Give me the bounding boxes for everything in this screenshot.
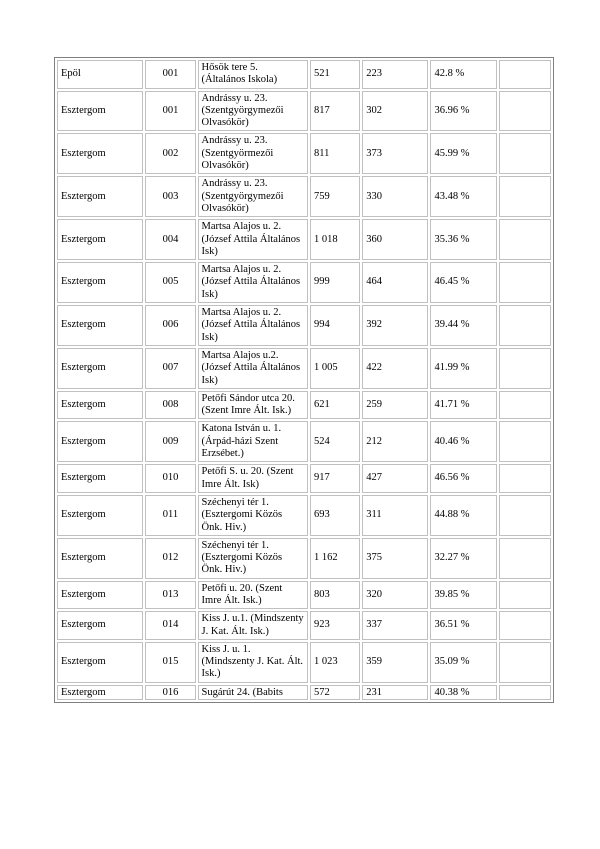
city-cell: Esztergom: [57, 611, 143, 640]
table-row: [57, 176, 551, 217]
results-table: [54, 57, 554, 703]
empty-cell: [499, 176, 551, 217]
percent-cell: 32.27 %: [430, 538, 496, 579]
percent-cell: 46.56 %: [430, 464, 496, 493]
voters-cell: 521: [310, 60, 360, 89]
district-number-cell: 009: [145, 421, 195, 462]
votes-cell: 337: [362, 611, 428, 640]
city-cell: Esztergom: [57, 581, 143, 610]
address-cell: Martsa Alajos u. 2. (József Attila Általános Isk): [198, 262, 308, 303]
table-row: [57, 685, 551, 700]
city-cell: Esztergom: [57, 262, 143, 303]
percent-cell: 44.88 %: [430, 495, 496, 536]
table-row: [57, 421, 551, 462]
city-cell: Esztergom: [57, 176, 143, 217]
percent-cell: 41.99 %: [430, 348, 496, 389]
district-number-cell: 010: [145, 464, 195, 493]
table-row: [57, 611, 551, 640]
empty-cell: [499, 611, 551, 640]
votes-cell: 231: [362, 685, 428, 700]
address-cell: Martsa Alajos u. 2. (József Attila Általános Isk): [198, 219, 308, 260]
voters-cell: 693: [310, 495, 360, 536]
district-number-cell: 004: [145, 219, 195, 260]
city-cell: Esztergom: [57, 538, 143, 579]
percent-cell: 36.51 %: [430, 611, 496, 640]
empty-cell: [499, 495, 551, 536]
city-cell: Epöl: [57, 60, 143, 89]
district-number-cell: 003: [145, 176, 195, 217]
address-cell: Petőfi u. 20. (Szent Imre Ált. Isk.): [198, 581, 308, 610]
district-number-cell: 001: [145, 91, 195, 132]
city-cell: Esztergom: [57, 495, 143, 536]
table-row: [57, 642, 551, 683]
table-row: [57, 305, 551, 346]
district-number-cell: 016: [145, 685, 195, 700]
empty-cell: [499, 464, 551, 493]
empty-cell: [499, 421, 551, 462]
district-number-cell: 001: [145, 60, 195, 89]
voters-cell: 817: [310, 91, 360, 132]
city-cell: Esztergom: [57, 391, 143, 420]
voters-cell: 621: [310, 391, 360, 420]
voters-cell: 999: [310, 262, 360, 303]
city-cell: Esztergom: [57, 219, 143, 260]
empty-cell: [499, 581, 551, 610]
percent-cell: 40.46 %: [430, 421, 496, 462]
empty-cell: [499, 538, 551, 579]
voters-cell: 917: [310, 464, 360, 493]
district-number-cell: 007: [145, 348, 195, 389]
votes-cell: 464: [362, 262, 428, 303]
city-cell: Esztergom: [57, 642, 143, 683]
results-table-body: [57, 60, 551, 700]
empty-cell: [499, 348, 551, 389]
percent-cell: 35.09 %: [430, 642, 496, 683]
district-number-cell: 008: [145, 391, 195, 420]
table-row: [57, 219, 551, 260]
percent-cell: 39.85 %: [430, 581, 496, 610]
voters-cell: 803: [310, 581, 360, 610]
table-row: [57, 133, 551, 174]
table-row: [57, 464, 551, 493]
empty-cell: [499, 219, 551, 260]
address-cell: Kiss J. u. 1. (Mindszenty J. Kat. Ált. Isk.): [198, 642, 308, 683]
table-row: [57, 60, 551, 89]
percent-cell: 46.45 %: [430, 262, 496, 303]
votes-cell: 427: [362, 464, 428, 493]
district-number-cell: 002: [145, 133, 195, 174]
address-cell: Katona István u. 1. (Árpád-házi Szent Erzsébet.): [198, 421, 308, 462]
city-cell: Esztergom: [57, 421, 143, 462]
percent-cell: 43.48 %: [430, 176, 496, 217]
votes-cell: 259: [362, 391, 428, 420]
city-cell: Esztergom: [57, 305, 143, 346]
voters-cell: 572: [310, 685, 360, 700]
city-cell: Esztergom: [57, 91, 143, 132]
table-row: [57, 91, 551, 132]
address-cell: Petőfi Sándor utca 20. (Szent Imre Ált. Isk.): [198, 391, 308, 420]
district-number-cell: 013: [145, 581, 195, 610]
table-row: [57, 538, 551, 579]
address-cell: Hősök tere 5. (Általános Iskola): [198, 60, 308, 89]
percent-cell: 40.38 %: [430, 685, 496, 700]
votes-cell: 375: [362, 538, 428, 579]
voters-cell: 923: [310, 611, 360, 640]
votes-cell: 360: [362, 219, 428, 260]
address-cell: Sugárút 24. (Babits: [198, 685, 308, 700]
table-row: [57, 581, 551, 610]
voters-cell: 811: [310, 133, 360, 174]
voters-cell: 524: [310, 421, 360, 462]
empty-cell: [499, 305, 551, 346]
voters-cell: 994: [310, 305, 360, 346]
address-cell: Széchenyi tér 1. (Esztergomi Közös Önk. Hiv.): [198, 538, 308, 579]
empty-cell: [499, 685, 551, 700]
votes-cell: 392: [362, 305, 428, 346]
address-cell: Andrássy u. 23. (Szentgyörmezői Olvasókör): [198, 133, 308, 174]
empty-cell: [499, 91, 551, 132]
district-number-cell: 015: [145, 642, 195, 683]
table-row: [57, 262, 551, 303]
votes-cell: 373: [362, 133, 428, 174]
address-cell: Petőfi S. u. 20. (Szent Imre Ált. Isk): [198, 464, 308, 493]
percent-cell: 41.71 %: [430, 391, 496, 420]
percent-cell: 39.44 %: [430, 305, 496, 346]
voters-cell: 1 023: [310, 642, 360, 683]
empty-cell: [499, 391, 551, 420]
district-number-cell: 014: [145, 611, 195, 640]
table-row: [57, 495, 551, 536]
district-number-cell: 012: [145, 538, 195, 579]
votes-cell: 320: [362, 581, 428, 610]
votes-cell: 422: [362, 348, 428, 389]
voters-cell: 1 005: [310, 348, 360, 389]
district-number-cell: 005: [145, 262, 195, 303]
address-cell: Andrássy u. 23. (Szentgyörgymezői Olvasókör): [198, 176, 308, 217]
table-row: [57, 348, 551, 389]
city-cell: Esztergom: [57, 685, 143, 700]
voters-cell: 1 018: [310, 219, 360, 260]
table-row: [57, 391, 551, 420]
votes-cell: 311: [362, 495, 428, 536]
votes-cell: 359: [362, 642, 428, 683]
percent-cell: 35.36 %: [430, 219, 496, 260]
votes-cell: 302: [362, 91, 428, 132]
votes-cell: 223: [362, 60, 428, 89]
city-cell: Esztergom: [57, 464, 143, 493]
percent-cell: 45.99 %: [430, 133, 496, 174]
city-cell: Esztergom: [57, 348, 143, 389]
empty-cell: [499, 262, 551, 303]
percent-cell: 36.96 %: [430, 91, 496, 132]
district-number-cell: 006: [145, 305, 195, 346]
district-number-cell: 011: [145, 495, 195, 536]
empty-cell: [499, 642, 551, 683]
address-cell: Martsa Alajos u. 2. (József Attila Általános Isk): [198, 305, 308, 346]
votes-cell: 330: [362, 176, 428, 217]
empty-cell: [499, 60, 551, 89]
votes-cell: 212: [362, 421, 428, 462]
address-cell: Széchenyi tér 1. (Esztergomi Közös Önk. Hiv.): [198, 495, 308, 536]
percent-cell: 42.8 %: [430, 60, 496, 89]
city-cell: Esztergom: [57, 133, 143, 174]
voters-cell: 1 162: [310, 538, 360, 579]
empty-cell: [499, 133, 551, 174]
address-cell: Andrássy u. 23. (Szentgyörgymezői Olvasókör): [198, 91, 308, 132]
address-cell: Martsa Alajos u.2. (József Attila Általános Isk): [198, 348, 308, 389]
voters-cell: 759: [310, 176, 360, 217]
address-cell: Kiss J. u.1. (Mindszenty J. Kat. Ált. Isk.): [198, 611, 308, 640]
